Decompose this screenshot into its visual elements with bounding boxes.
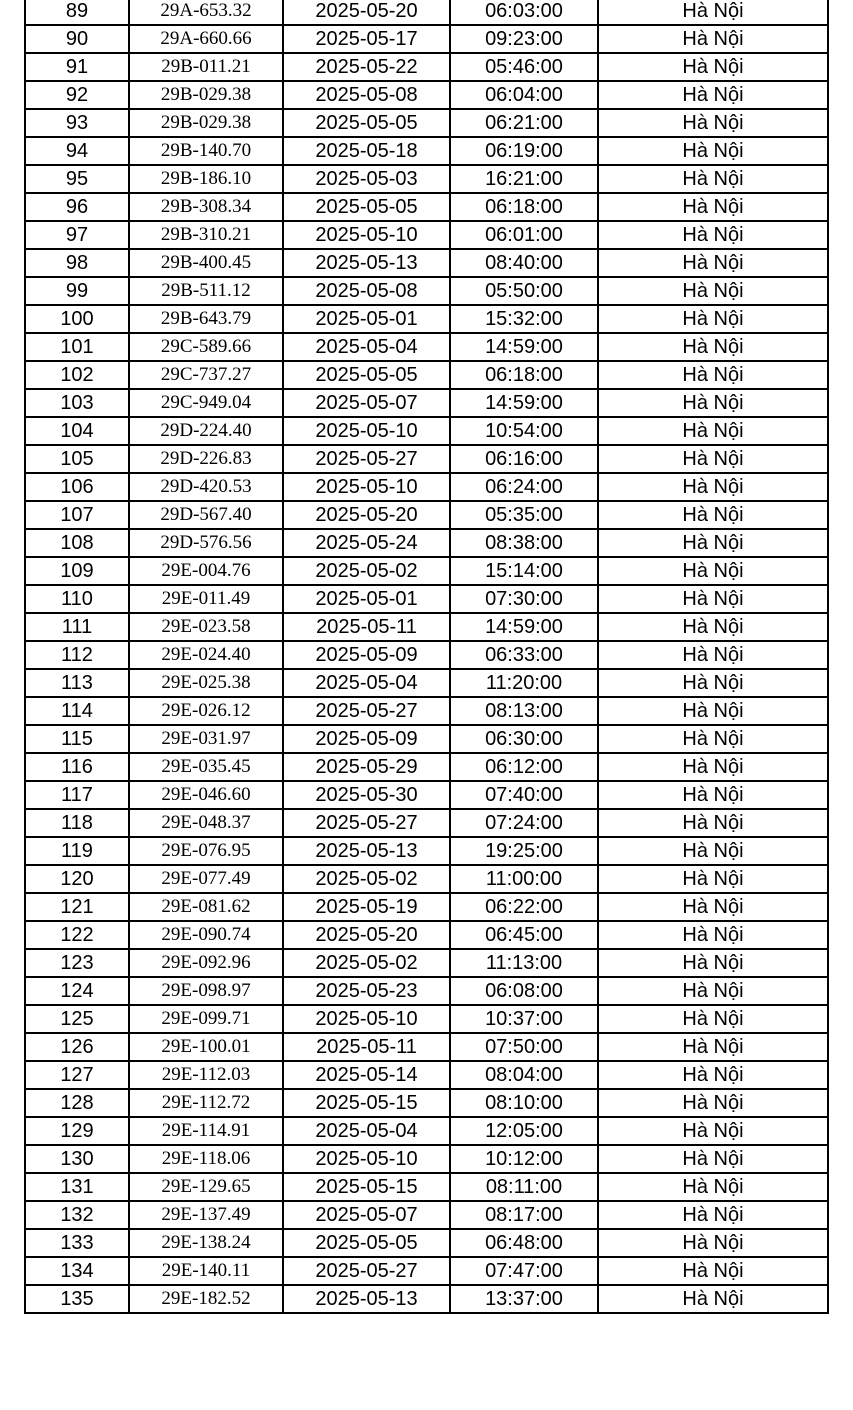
row-number-cell: 128 — [25, 1089, 129, 1117]
row-number-cell: 131 — [25, 1173, 129, 1201]
locality-cell: Hà Nội — [598, 949, 828, 977]
locality-cell: Hà Nội — [598, 753, 828, 781]
license-plate-cell: 29D-226.83 — [129, 445, 283, 473]
table-row — [25, 249, 828, 277]
row-number-cell: 115 — [25, 725, 129, 753]
locality-cell: Hà Nội — [598, 1061, 828, 1089]
license-plate-cell: 29C-949.04 — [129, 389, 283, 417]
license-plate-cell: 29E-025.38 — [129, 669, 283, 697]
table-row — [25, 193, 828, 221]
violation-date-cell: 2025-05-22 — [283, 53, 450, 81]
table-row — [25, 1285, 828, 1313]
violation-time-cell: 06:45:00 — [450, 921, 598, 949]
license-plate-cell: 29E-031.97 — [129, 725, 283, 753]
violation-time-cell: 10:12:00 — [450, 1145, 598, 1173]
table-row — [25, 1005, 828, 1033]
violation-date-cell: 2025-05-20 — [283, 921, 450, 949]
table-row — [25, 557, 828, 585]
license-plate-cell: 29E-024.40 — [129, 641, 283, 669]
row-number-cell: 91 — [25, 53, 129, 81]
table-row — [25, 697, 828, 725]
row-number-cell: 116 — [25, 753, 129, 781]
violation-time-cell: 14:59:00 — [450, 389, 598, 417]
locality-cell: Hà Nội — [598, 669, 828, 697]
locality-cell: Hà Nội — [598, 109, 828, 137]
violation-time-cell: 05:46:00 — [450, 53, 598, 81]
license-plate-cell: 29E-076.95 — [129, 837, 283, 865]
license-plate-cell: 29E-129.65 — [129, 1173, 283, 1201]
violation-date-cell: 2025-05-27 — [283, 445, 450, 473]
row-number-cell: 135 — [25, 1285, 129, 1313]
locality-cell: Hà Nội — [598, 53, 828, 81]
table-row — [25, 865, 828, 893]
locality-cell: Hà Nội — [598, 725, 828, 753]
violations-table — [24, 0, 829, 1314]
row-number-cell: 118 — [25, 809, 129, 837]
violation-time-cell: 07:47:00 — [450, 1257, 598, 1285]
locality-cell: Hà Nội — [598, 445, 828, 473]
row-number-cell: 93 — [25, 109, 129, 137]
violation-date-cell: 2025-05-04 — [283, 333, 450, 361]
row-number-cell: 119 — [25, 837, 129, 865]
row-number-cell: 122 — [25, 921, 129, 949]
violation-time-cell: 14:59:00 — [450, 333, 598, 361]
locality-cell: Hà Nội — [598, 529, 828, 557]
license-plate-cell: 29B-029.38 — [129, 109, 283, 137]
row-number-cell: 121 — [25, 893, 129, 921]
license-plate-cell: 29B-511.12 — [129, 277, 283, 305]
locality-cell: Hà Nội — [598, 1033, 828, 1061]
license-plate-cell: 29E-077.49 — [129, 865, 283, 893]
locality-cell: Hà Nội — [598, 389, 828, 417]
license-plate-cell: 29B-310.21 — [129, 221, 283, 249]
locality-cell: Hà Nội — [598, 473, 828, 501]
violation-date-cell: 2025-05-15 — [283, 1173, 450, 1201]
table-row — [25, 781, 828, 809]
table-row — [25, 473, 828, 501]
violation-time-cell: 05:35:00 — [450, 501, 598, 529]
table-row — [25, 0, 828, 25]
violation-time-cell: 05:50:00 — [450, 277, 598, 305]
table-row — [25, 1117, 828, 1145]
row-number-cell: 126 — [25, 1033, 129, 1061]
locality-cell: Hà Nội — [598, 0, 828, 25]
table-row — [25, 977, 828, 1005]
row-number-cell: 98 — [25, 249, 129, 277]
row-number-cell: 123 — [25, 949, 129, 977]
table-row — [25, 1033, 828, 1061]
violation-date-cell: 2025-05-02 — [283, 949, 450, 977]
license-plate-cell: 29B-308.34 — [129, 193, 283, 221]
locality-cell: Hà Nội — [598, 557, 828, 585]
violation-time-cell: 13:37:00 — [450, 1285, 598, 1313]
license-plate-cell: 29E-026.12 — [129, 697, 283, 725]
license-plate-cell: 29A-660.66 — [129, 25, 283, 53]
locality-cell: Hà Nội — [598, 585, 828, 613]
license-plate-cell: 29D-420.53 — [129, 473, 283, 501]
locality-cell: Hà Nội — [598, 809, 828, 837]
violation-time-cell: 06:03:00 — [450, 0, 598, 25]
row-number-cell: 105 — [25, 445, 129, 473]
license-plate-cell: 29B-140.70 — [129, 137, 283, 165]
table-row — [25, 221, 828, 249]
locality-cell: Hà Nội — [598, 333, 828, 361]
violation-date-cell: 2025-05-17 — [283, 25, 450, 53]
violation-time-cell: 06:18:00 — [450, 193, 598, 221]
table-row — [25, 949, 828, 977]
row-number-cell: 117 — [25, 781, 129, 809]
violation-date-cell: 2025-05-02 — [283, 557, 450, 585]
locality-cell: Hà Nội — [598, 81, 828, 109]
locality-cell: Hà Nội — [598, 1285, 828, 1313]
table-row — [25, 501, 828, 529]
violation-date-cell: 2025-05-10 — [283, 1145, 450, 1173]
violation-date-cell: 2025-05-19 — [283, 893, 450, 921]
table-row — [25, 333, 828, 361]
violation-time-cell: 06:19:00 — [450, 137, 598, 165]
violation-date-cell: 2025-05-11 — [283, 1033, 450, 1061]
license-plate-cell: 29C-737.27 — [129, 361, 283, 389]
license-plate-cell: 29E-092.96 — [129, 949, 283, 977]
license-plate-cell: 29E-112.72 — [129, 1089, 283, 1117]
license-plate-cell: 29E-100.01 — [129, 1033, 283, 1061]
violation-time-cell: 06:22:00 — [450, 893, 598, 921]
violation-date-cell: 2025-05-30 — [283, 781, 450, 809]
violation-time-cell: 08:40:00 — [450, 249, 598, 277]
row-number-cell: 89 — [25, 0, 129, 25]
violation-time-cell: 08:38:00 — [450, 529, 598, 557]
violation-date-cell: 2025-05-27 — [283, 697, 450, 725]
row-number-cell: 114 — [25, 697, 129, 725]
violation-time-cell: 06:04:00 — [450, 81, 598, 109]
table-row — [25, 641, 828, 669]
license-plate-cell: 29E-090.74 — [129, 921, 283, 949]
locality-cell: Hà Nội — [598, 417, 828, 445]
locality-cell: Hà Nội — [598, 837, 828, 865]
violation-date-cell: 2025-05-04 — [283, 1117, 450, 1145]
locality-cell: Hà Nội — [598, 165, 828, 193]
license-plate-cell: 29E-138.24 — [129, 1229, 283, 1257]
row-number-cell: 107 — [25, 501, 129, 529]
row-number-cell: 125 — [25, 1005, 129, 1033]
row-number-cell: 132 — [25, 1201, 129, 1229]
table-row — [25, 837, 828, 865]
row-number-cell: 99 — [25, 277, 129, 305]
violation-date-cell: 2025-05-08 — [283, 81, 450, 109]
license-plate-cell: 29D-224.40 — [129, 417, 283, 445]
violation-date-cell: 2025-05-03 — [283, 165, 450, 193]
violation-time-cell: 10:37:00 — [450, 1005, 598, 1033]
violation-time-cell: 07:30:00 — [450, 585, 598, 613]
violation-date-cell: 2025-05-13 — [283, 1285, 450, 1313]
license-plate-cell: 29E-182.52 — [129, 1285, 283, 1313]
row-number-cell: 108 — [25, 529, 129, 557]
license-plate-cell: 29E-046.60 — [129, 781, 283, 809]
locality-cell: Hà Nội — [598, 1005, 828, 1033]
violation-time-cell: 06:16:00 — [450, 445, 598, 473]
table-row — [25, 109, 828, 137]
license-plate-cell: 29B-643.79 — [129, 305, 283, 333]
violation-date-cell: 2025-05-13 — [283, 837, 450, 865]
license-plate-cell: 29A-653.32 — [129, 0, 283, 25]
locality-cell: Hà Nội — [598, 361, 828, 389]
locality-cell: Hà Nội — [598, 277, 828, 305]
table-body — [25, 0, 828, 1313]
locality-cell: Hà Nội — [598, 613, 828, 641]
table-row — [25, 529, 828, 557]
locality-cell: Hà Nội — [598, 1145, 828, 1173]
locality-cell: Hà Nội — [598, 697, 828, 725]
violation-date-cell: 2025-05-24 — [283, 529, 450, 557]
license-plate-cell: 29E-011.49 — [129, 585, 283, 613]
locality-cell: Hà Nội — [598, 893, 828, 921]
violation-date-cell: 2025-05-18 — [283, 137, 450, 165]
table-row — [25, 809, 828, 837]
license-plate-cell: 29B-029.38 — [129, 81, 283, 109]
violation-date-cell: 2025-05-20 — [283, 0, 450, 25]
violation-date-cell: 2025-05-05 — [283, 109, 450, 137]
violation-time-cell: 06:30:00 — [450, 725, 598, 753]
violation-date-cell: 2025-05-01 — [283, 305, 450, 333]
table-row — [25, 361, 828, 389]
row-number-cell: 90 — [25, 25, 129, 53]
license-plate-cell: 29E-098.97 — [129, 977, 283, 1005]
locality-cell: Hà Nội — [598, 1201, 828, 1229]
violation-time-cell: 19:25:00 — [450, 837, 598, 865]
row-number-cell: 100 — [25, 305, 129, 333]
violation-time-cell: 06:08:00 — [450, 977, 598, 1005]
table-row — [25, 305, 828, 333]
row-number-cell: 129 — [25, 1117, 129, 1145]
row-number-cell: 111 — [25, 613, 129, 641]
locality-cell: Hà Nội — [598, 501, 828, 529]
table-row — [25, 921, 828, 949]
violation-time-cell: 06:01:00 — [450, 221, 598, 249]
violation-date-cell: 2025-05-14 — [283, 1061, 450, 1089]
license-plate-cell: 29E-048.37 — [129, 809, 283, 837]
locality-cell: Hà Nội — [598, 25, 828, 53]
row-number-cell: 92 — [25, 81, 129, 109]
table-row — [25, 669, 828, 697]
violation-time-cell: 07:24:00 — [450, 809, 598, 837]
row-number-cell: 113 — [25, 669, 129, 697]
violation-time-cell: 06:24:00 — [450, 473, 598, 501]
violation-date-cell: 2025-05-15 — [283, 1089, 450, 1117]
violation-date-cell: 2025-05-09 — [283, 725, 450, 753]
table-row — [25, 137, 828, 165]
row-number-cell: 97 — [25, 221, 129, 249]
locality-cell: Hà Nội — [598, 781, 828, 809]
violation-time-cell: 08:04:00 — [450, 1061, 598, 1089]
row-number-cell: 101 — [25, 333, 129, 361]
violation-date-cell: 2025-05-13 — [283, 249, 450, 277]
row-number-cell: 133 — [25, 1229, 129, 1257]
table-row — [25, 1173, 828, 1201]
license-plate-cell: 29E-118.06 — [129, 1145, 283, 1173]
license-plate-cell: 29D-567.40 — [129, 501, 283, 529]
violation-time-cell: 06:48:00 — [450, 1229, 598, 1257]
violation-time-cell: 08:17:00 — [450, 1201, 598, 1229]
locality-cell: Hà Nội — [598, 1173, 828, 1201]
violation-time-cell: 08:10:00 — [450, 1089, 598, 1117]
row-number-cell: 127 — [25, 1061, 129, 1089]
locality-cell: Hà Nội — [598, 921, 828, 949]
violation-date-cell: 2025-05-20 — [283, 501, 450, 529]
violation-date-cell: 2025-05-10 — [283, 417, 450, 445]
violation-time-cell: 07:40:00 — [450, 781, 598, 809]
license-plate-cell: 29D-576.56 — [129, 529, 283, 557]
locality-cell: Hà Nội — [598, 865, 828, 893]
violation-date-cell: 2025-05-29 — [283, 753, 450, 781]
locality-cell: Hà Nội — [598, 193, 828, 221]
violation-date-cell: 2025-05-09 — [283, 641, 450, 669]
violation-time-cell: 10:54:00 — [450, 417, 598, 445]
table-row — [25, 585, 828, 613]
locality-cell: Hà Nội — [598, 137, 828, 165]
violation-date-cell: 2025-05-10 — [283, 473, 450, 501]
violation-time-cell: 11:13:00 — [450, 949, 598, 977]
table-row — [25, 893, 828, 921]
license-plate-cell: 29E-035.45 — [129, 753, 283, 781]
violation-time-cell: 07:50:00 — [450, 1033, 598, 1061]
row-number-cell: 95 — [25, 165, 129, 193]
violation-date-cell: 2025-05-27 — [283, 1257, 450, 1285]
row-number-cell: 103 — [25, 389, 129, 417]
table-row — [25, 725, 828, 753]
violation-date-cell: 2025-05-10 — [283, 221, 450, 249]
row-number-cell: 104 — [25, 417, 129, 445]
license-plate-cell: 29B-186.10 — [129, 165, 283, 193]
license-plate-cell: 29C-589.66 — [129, 333, 283, 361]
violation-date-cell: 2025-05-10 — [283, 1005, 450, 1033]
license-plate-cell: 29E-004.76 — [129, 557, 283, 585]
violation-date-cell: 2025-05-08 — [283, 277, 450, 305]
violation-date-cell: 2025-05-07 — [283, 389, 450, 417]
row-number-cell: 124 — [25, 977, 129, 1005]
violation-date-cell: 2025-05-02 — [283, 865, 450, 893]
violation-time-cell: 16:21:00 — [450, 165, 598, 193]
row-number-cell: 106 — [25, 473, 129, 501]
row-number-cell: 94 — [25, 137, 129, 165]
violation-time-cell: 14:59:00 — [450, 613, 598, 641]
locality-cell: Hà Nội — [598, 641, 828, 669]
violation-time-cell: 11:20:00 — [450, 669, 598, 697]
violation-time-cell: 06:12:00 — [450, 753, 598, 781]
row-number-cell: 134 — [25, 1257, 129, 1285]
license-plate-cell: 29E-023.58 — [129, 613, 283, 641]
locality-cell: Hà Nội — [598, 249, 828, 277]
violation-date-cell: 2025-05-11 — [283, 613, 450, 641]
violation-time-cell: 06:18:00 — [450, 361, 598, 389]
table-row — [25, 1229, 828, 1257]
violation-date-cell: 2025-05-07 — [283, 1201, 450, 1229]
violation-time-cell: 15:14:00 — [450, 557, 598, 585]
license-plate-cell: 29B-400.45 — [129, 249, 283, 277]
license-plate-cell: 29E-081.62 — [129, 893, 283, 921]
violation-time-cell: 12:05:00 — [450, 1117, 598, 1145]
table-row — [25, 1089, 828, 1117]
locality-cell: Hà Nội — [598, 1229, 828, 1257]
row-number-cell: 109 — [25, 557, 129, 585]
locality-cell: Hà Nội — [598, 305, 828, 333]
table-row — [25, 613, 828, 641]
violation-time-cell: 08:13:00 — [450, 697, 598, 725]
violation-date-cell: 2025-05-01 — [283, 585, 450, 613]
license-plate-cell: 29E-137.49 — [129, 1201, 283, 1229]
license-plate-cell: 29E-140.11 — [129, 1257, 283, 1285]
license-plate-cell: 29E-112.03 — [129, 1061, 283, 1089]
locality-cell: Hà Nội — [598, 1257, 828, 1285]
table-row — [25, 1145, 828, 1173]
violation-date-cell: 2025-05-05 — [283, 361, 450, 389]
violation-time-cell: 09:23:00 — [450, 25, 598, 53]
table-row — [25, 25, 828, 53]
table-row — [25, 165, 828, 193]
license-plate-cell: 29E-114.91 — [129, 1117, 283, 1145]
table-row — [25, 417, 828, 445]
license-plate-cell: 29B-011.21 — [129, 53, 283, 81]
row-number-cell: 110 — [25, 585, 129, 613]
locality-cell: Hà Nội — [598, 1117, 828, 1145]
row-number-cell: 112 — [25, 641, 129, 669]
table-row — [25, 53, 828, 81]
violation-time-cell: 15:32:00 — [450, 305, 598, 333]
license-plate-cell: 29E-099.71 — [129, 1005, 283, 1033]
violation-time-cell: 06:33:00 — [450, 641, 598, 669]
violation-time-cell: 06:21:00 — [450, 109, 598, 137]
row-number-cell: 102 — [25, 361, 129, 389]
table-row — [25, 277, 828, 305]
table-row — [25, 81, 828, 109]
table-row — [25, 445, 828, 473]
table-row — [25, 1061, 828, 1089]
locality-cell: Hà Nội — [598, 221, 828, 249]
row-number-cell: 96 — [25, 193, 129, 221]
violation-date-cell: 2025-05-05 — [283, 1229, 450, 1257]
violation-time-cell: 08:11:00 — [450, 1173, 598, 1201]
table-row — [25, 1201, 828, 1229]
row-number-cell: 130 — [25, 1145, 129, 1173]
table-row — [25, 1257, 828, 1285]
row-number-cell: 120 — [25, 865, 129, 893]
locality-cell: Hà Nội — [598, 977, 828, 1005]
violation-date-cell: 2025-05-05 — [283, 193, 450, 221]
table-row — [25, 389, 828, 417]
locality-cell: Hà Nội — [598, 1089, 828, 1117]
violation-date-cell: 2025-05-04 — [283, 669, 450, 697]
violation-time-cell: 11:00:00 — [450, 865, 598, 893]
violation-date-cell: 2025-05-23 — [283, 977, 450, 1005]
violation-date-cell: 2025-05-27 — [283, 809, 450, 837]
table-row — [25, 753, 828, 781]
